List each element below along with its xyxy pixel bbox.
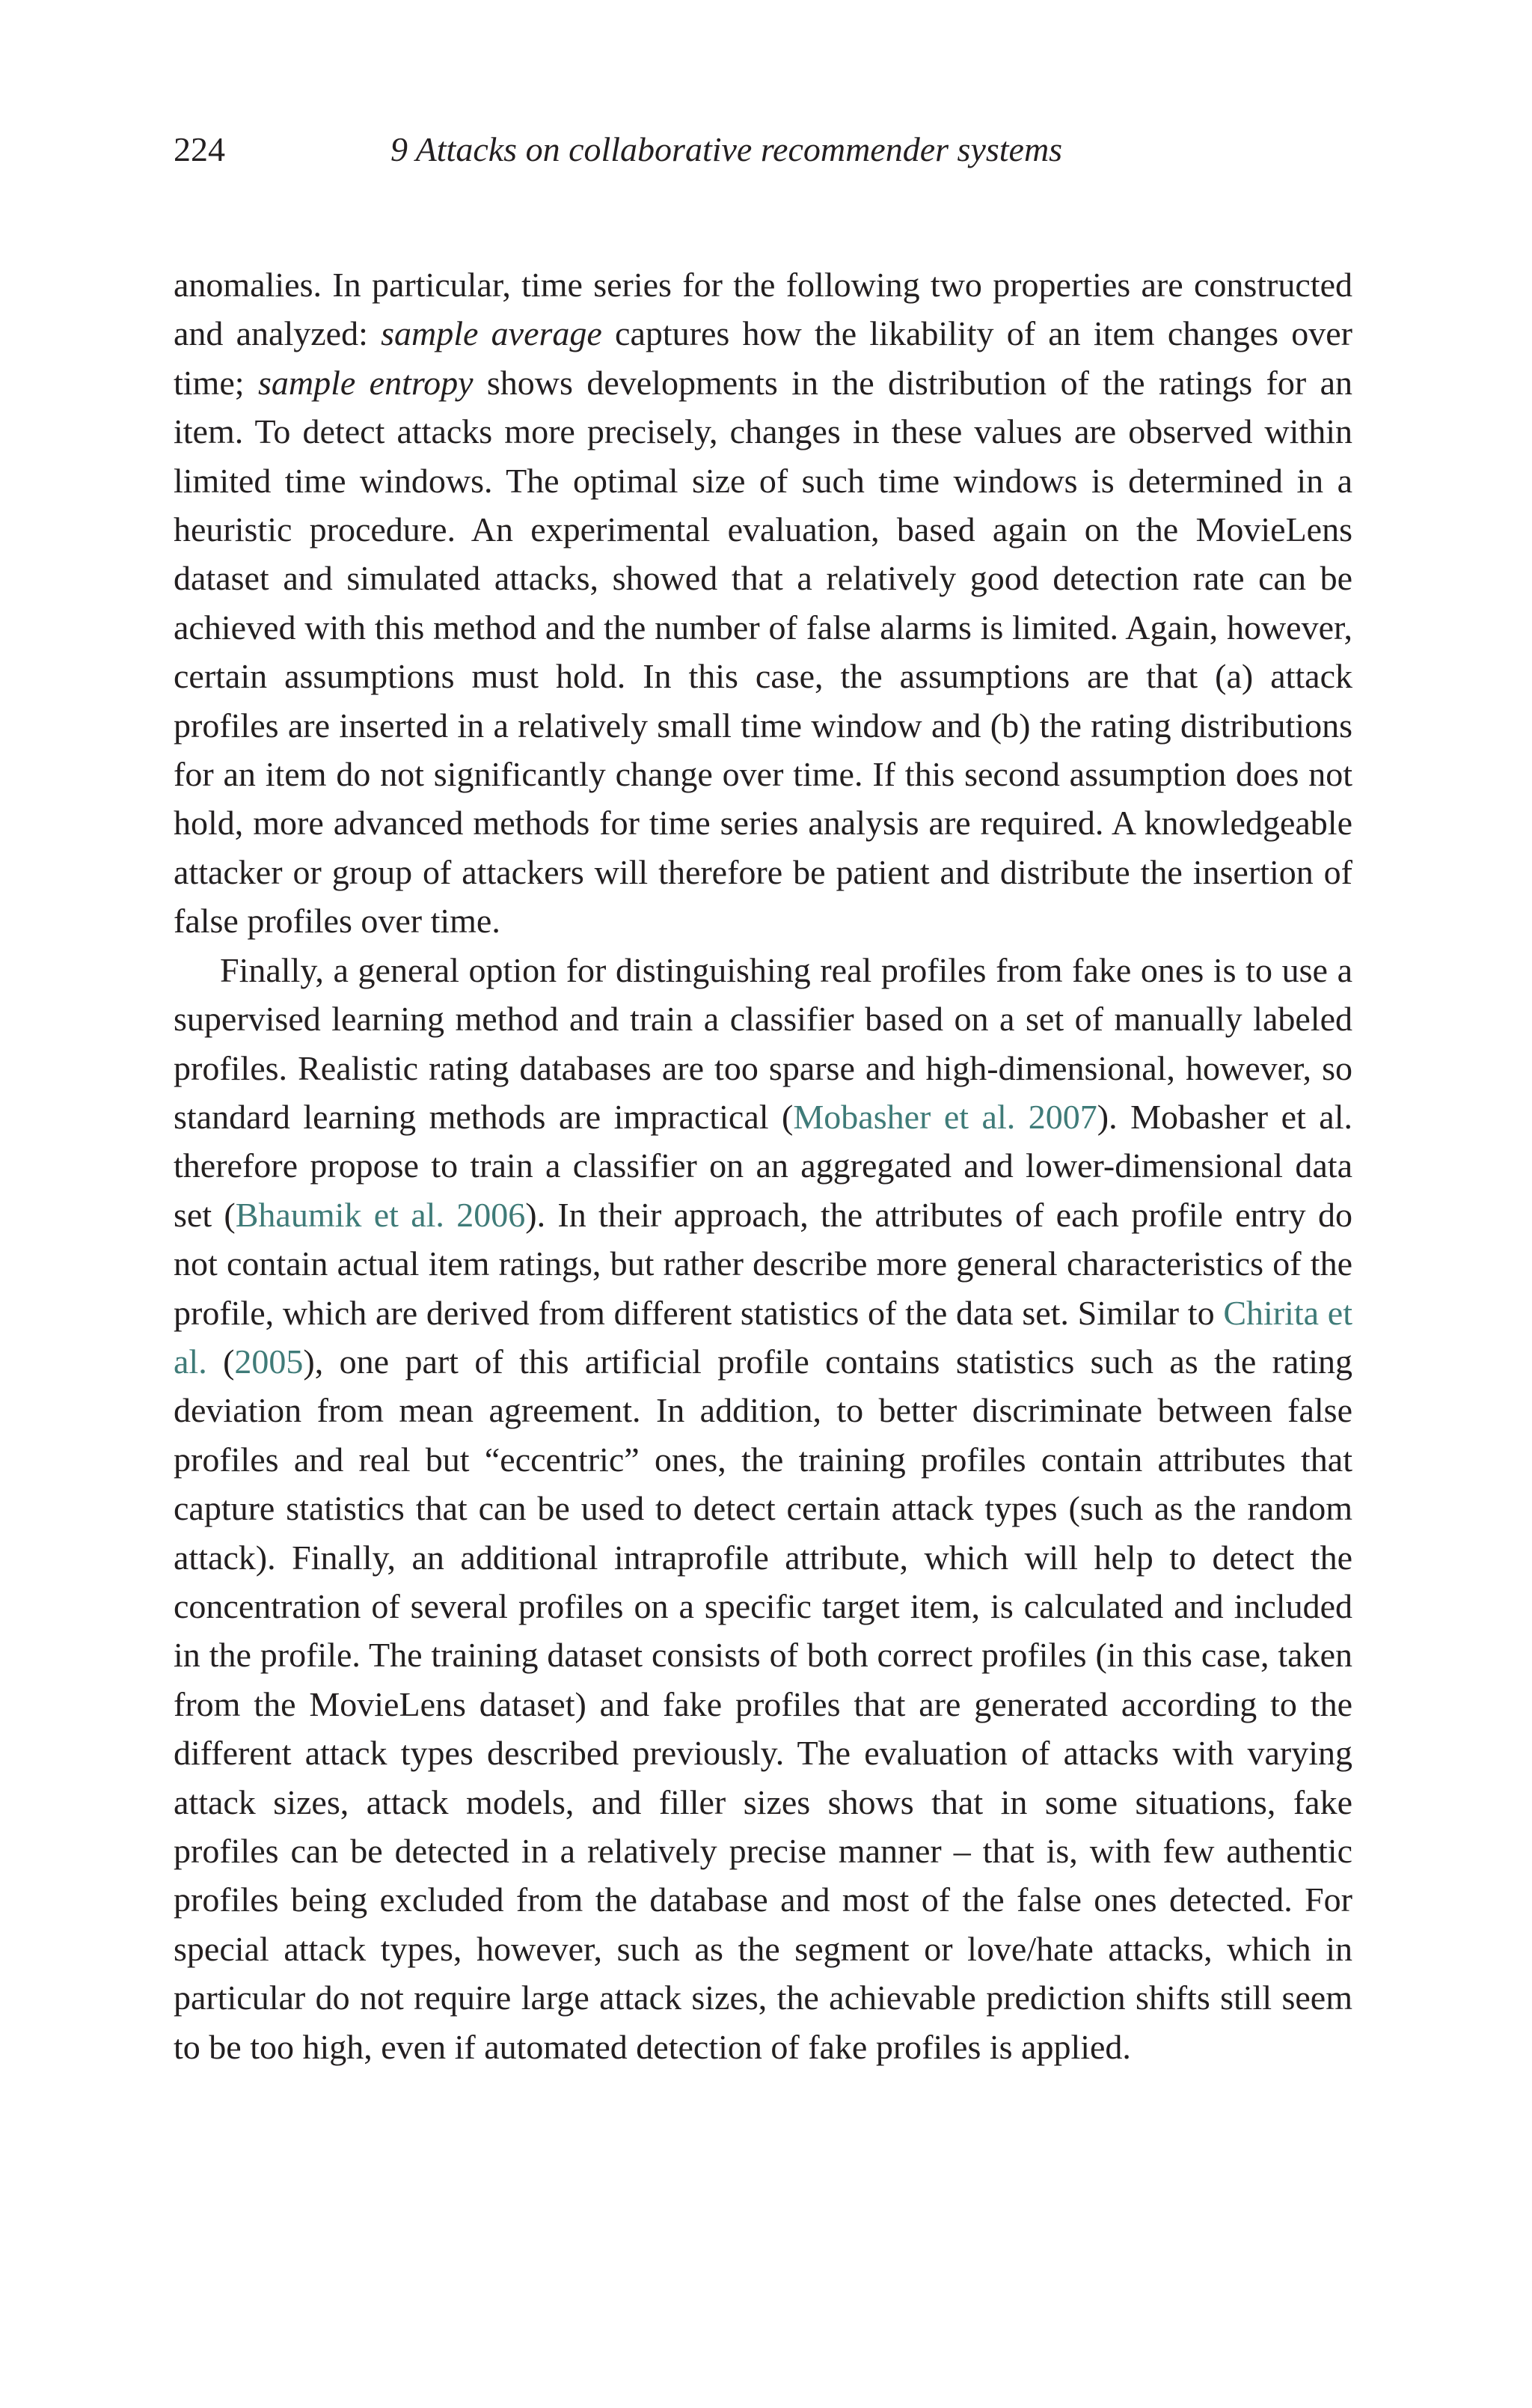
paragraph-2-text-3: ). In their approach, the attributes of each profile entry do not contain actual item ratings, but rather describe more general characteristics of the profile, which are derived from different statistics of the data set. Similar to	[174, 1195, 1352, 1332]
paragraph-2-text-1: Finally, a general option for distinguishing real profiles from fake ones is to use a supervised learning method and train a classifier based on a set of manually labeled profiles. Realistic rating databases are too sparse and high-dimensional, however, so standard learning methods are impractical (	[174, 950, 1352, 1136]
term-sample-entropy: sample entropy	[257, 363, 474, 402]
paragraph-2	[174, 946, 1352, 2071]
paragraph-2-text-5: ), one part of this artificial profile contains statistics such as the rating deviation from mean agreement. In addition, to better discriminate between false profiles and real but “eccentric” ones, the training profiles contain attributes that capture statistics that can be used to detect certain attack types (such as the random attack). Finally, an additional intraprofile attribute, which will help to detect the concentration of several profiles on a specific target item, is calculated and included in the profile. The training dataset consists of both correct profiles (in this case, taken from the MovieLens dataset) and fake profiles that are generated according to the different attack types described previously. The evaluation of attacks with varying attack sizes, attack models, and filler sizes shows that in some situations, fake profiles can be detected in a relatively precise manner – that is, with few authentic profiles being excluded from the database and most of the false ones detected. For special attack types, however, such as the segment or love/hate attacks, which in particular do not require large attack sizes, the achievable prediction shifts still seem to be too high, even if automated detection of fake profiles is applied.	[174, 1342, 1352, 2066]
citation-link-bhaumik-2006[interactable]: Bhaumik et al. 2006	[235, 1195, 526, 1234]
paragraph-2-text-4: (	[206, 1342, 235, 1381]
page-number: 224	[174, 130, 225, 168]
citation-link-chirita-author[interactable]: Chirita et al.	[174, 1293, 1352, 1381]
paragraph-1	[174, 260, 1352, 946]
paragraph-1-text-3: shows developments in the distribution of the ratings for an item. To detect attacks more precisely, changes in these values are observed within limited time windows. The optimal size of such time windows is determined in a heuristic procedure. An experimental evaluation, based again on the MovieLens dataset and simulated attacks, showed that a relatively good detection rate can be achieved with this method and the number of false alarms is limited. Again, however, certain assumptions must hold. In this case, the assumptions are that (a) attack profiles are inserted in a relatively small time window and (b) the rating distributions for an item do not significantly change over time. If this second assumption does not hold, more advanced methods for time series analysis are required. A knowledgeable attacker or group of attackers will therefore be patient and distribute the insertion of false profiles over time.	[174, 363, 1352, 941]
term-sample-average: sample average	[381, 314, 602, 353]
citation-link-chirita-year[interactable]: 2005	[234, 1342, 304, 1381]
citation-link-mobasher-2007[interactable]: Mobasher et al. 2007	[793, 1097, 1097, 1136]
paragraph-1-text-2: captures how the likability of an item changes over time;	[174, 314, 1352, 402]
running-head: 9 Attacks on collaborative recommender systems	[390, 130, 1063, 168]
paragraph-2-text-2: ). Mobasher et al. therefore propose to train a classifier on an aggregated and lower-dimensional data set (	[174, 1097, 1352, 1234]
paragraph-1-text-1: anomalies. In particular, time series for the following two properties are constructed and analyzed:	[174, 266, 1352, 353]
body-text	[174, 260, 1352, 2071]
page-header	[174, 126, 1352, 174]
